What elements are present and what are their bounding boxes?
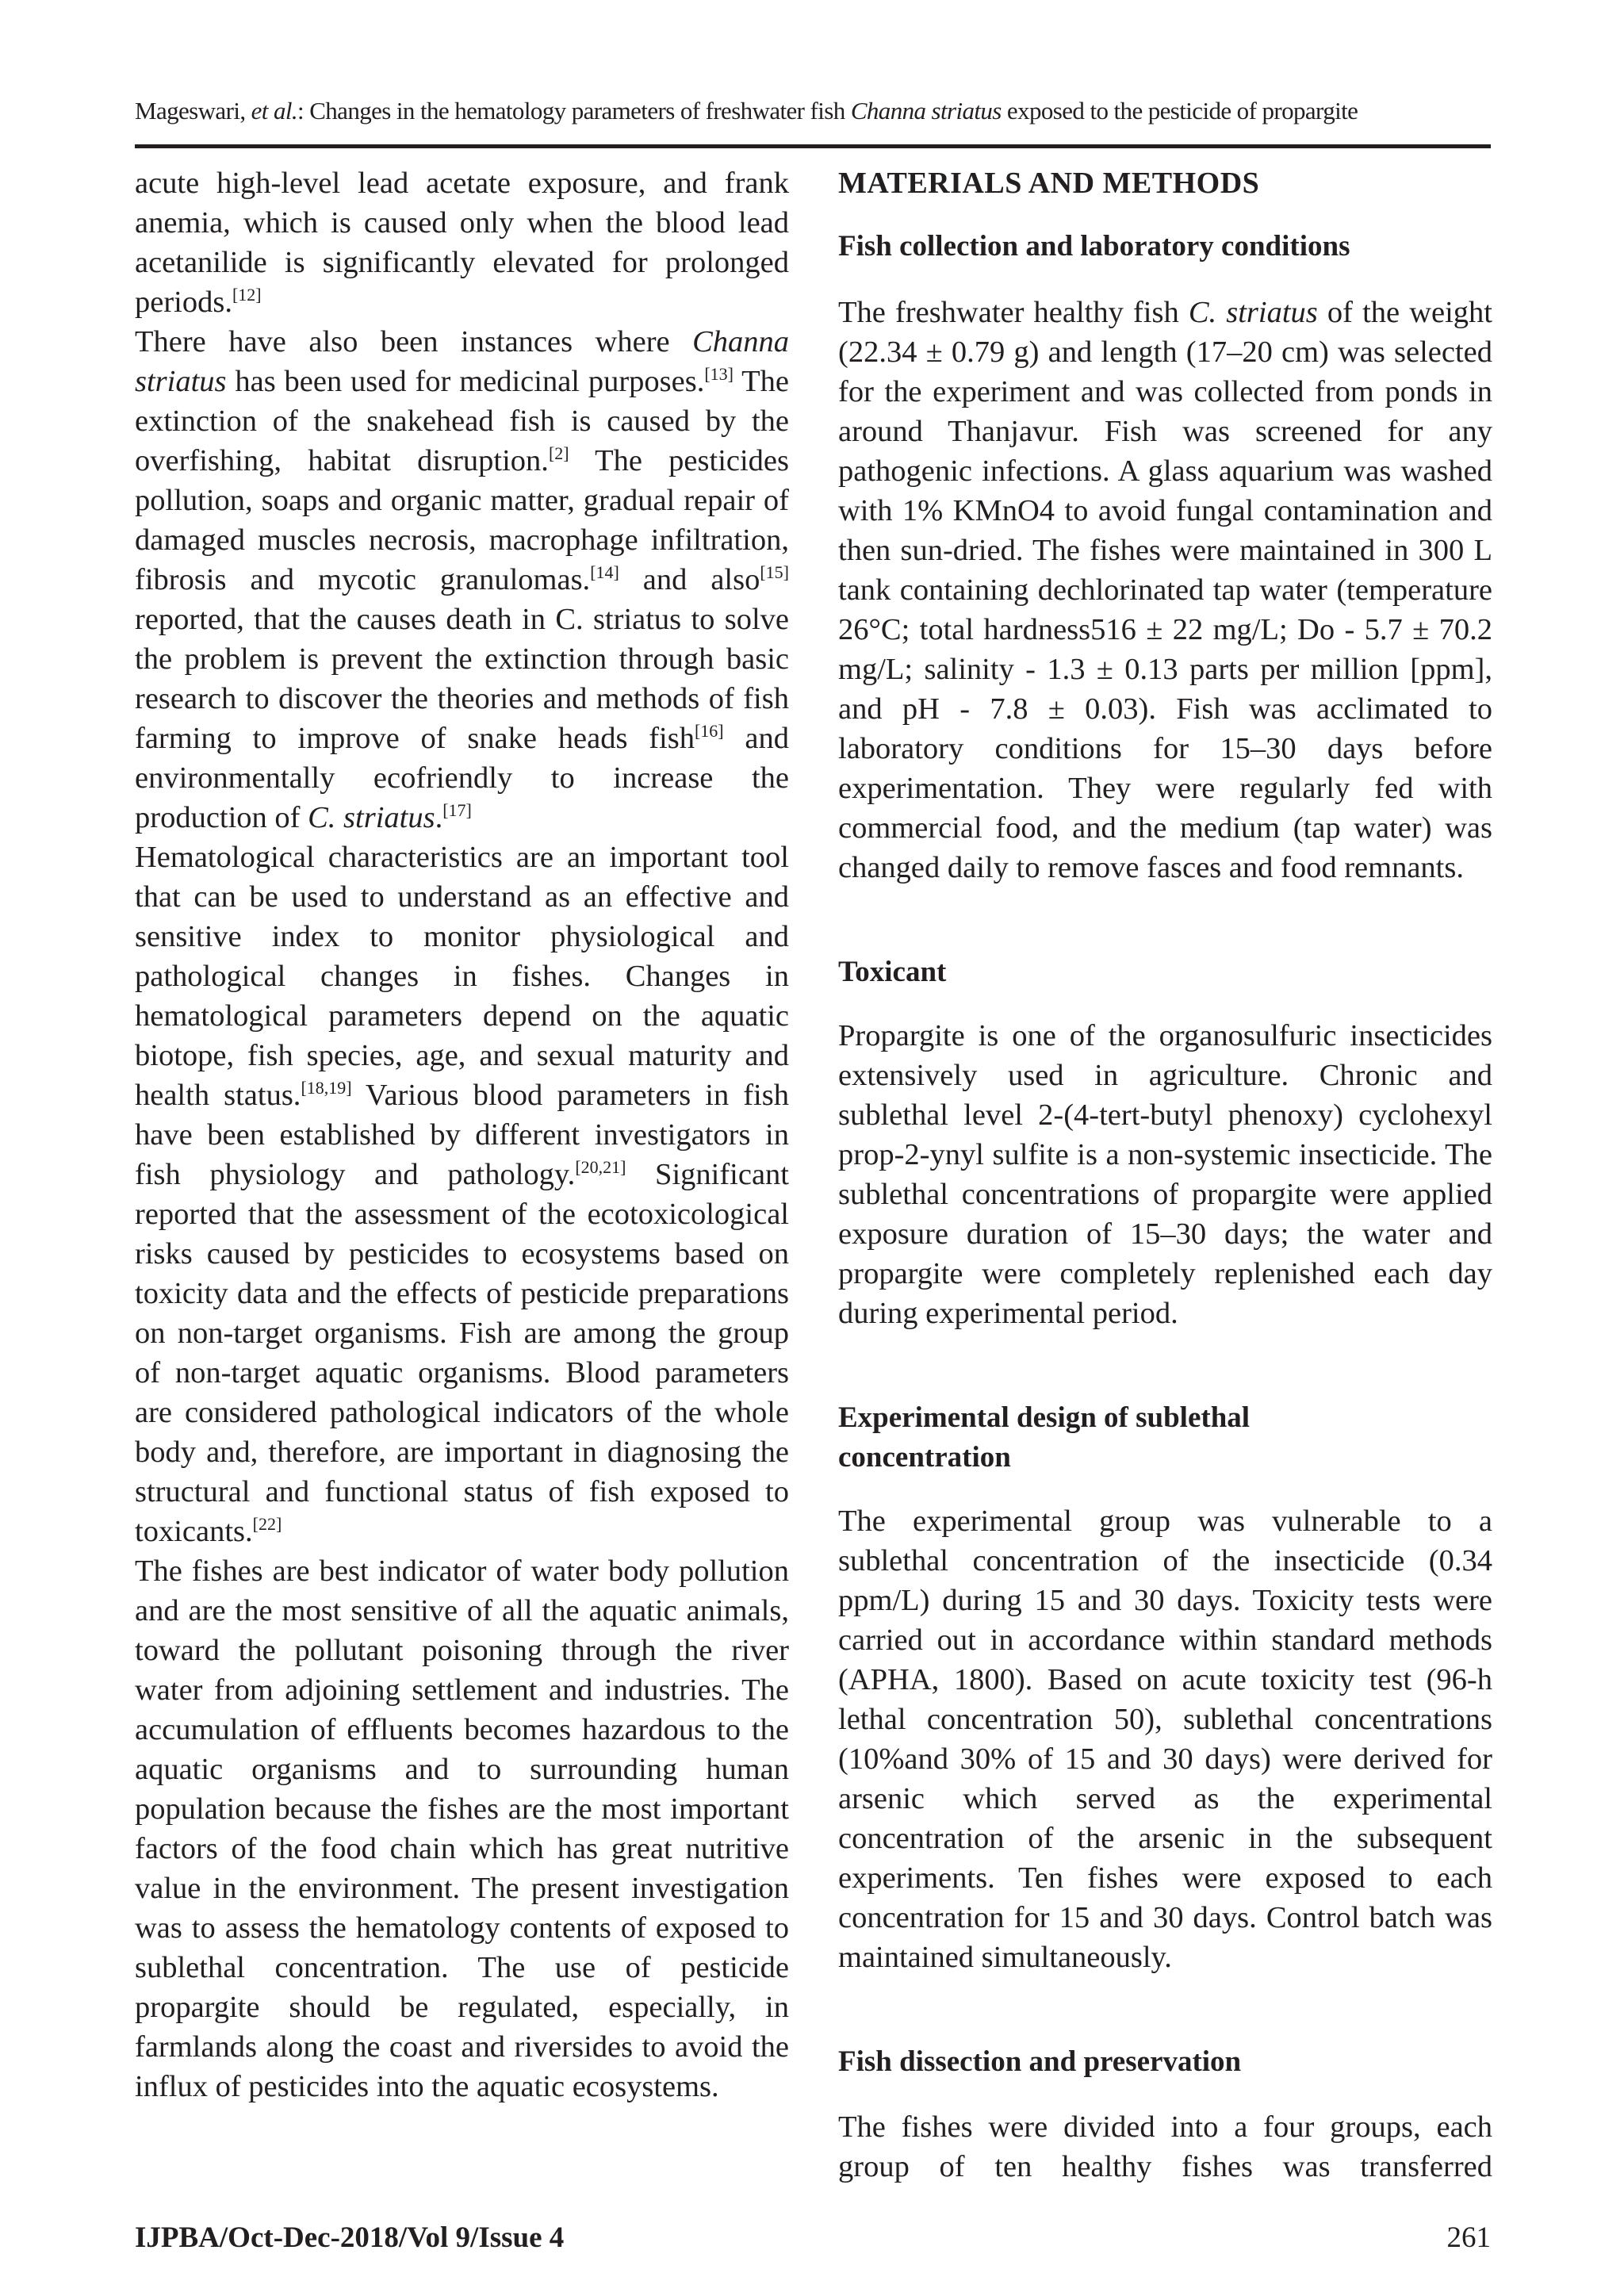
text-run: of the weight (22.34 ± 0.79 g) and length (17–20 cm) was selected for the experiment and was collected from ponds in around Thanjavur. Fish was screened for any pathogenic infections. A glass aquarium was washed with 1% KMnO4 to avoid fungal contamination and then sun-dried. The fishes were maintained in 300 L tank containing dechlorinated tap water (temperature 26°C; total hardness516 ± 22 mg/L; Do - 5.7 ± 70.2 mg/L; salinity - 1.3 ± 0.13 parts per million [ppm], and pH - 7.8 ± 0.03). Fish was acclimated to laboratory conditions for 15–30 days before experimentation. They were regularly fed with commercial food, and the medium (tap water) was changed daily to remove fasces and food remnants. [838,296,1492,884]
text-run: The fishes are best indicator of water body pollution and are the most sensitive of all the aquatic animals, toward the pollutant poisoning through the river water from adjoining settlement and industries. The accumulation of effluents becomes hazardous to the aquatic organisms and to surrounding human population because the fishes are the most important factors of the food chain which has great nutritive value in the environment. The present investigation was to assess the hematology contents of exposed to sublethal concentration. The use of pesticide propargite should be regulated, especially, in farmlands along the coast and riversides to avoid the influx of pesticides into the aquatic ecosystems. [135,1554,789,2103]
text-run: Significant reported that the assessment of the ecotoxicological risks caused by pesticides to ecosystems based on toxicity data and the effects of pesticide preparations on non-target organisms. Fish are among the group of non-target aquatic organisms. Blood parameters are considered pathological indicators of the whole body and, therefore, are important in diagnosing the structural and functional status of fish exposed to toxicants. [135,1158,789,1548]
subheading-toxicant: Toxicant [838,956,947,988]
text-run: Mageswari, [135,97,251,125]
italic-text: Channa striatus [850,97,1002,125]
paragraph-fish-dissection [838,2107,1492,2187]
text-run: has been used for medicinal purposes. [226,365,705,398]
citation-ref: [18,19] [301,1078,352,1098]
text-run: Various blood parameters in fish have been established by different investigators in fish physiology and pathology. [135,1079,789,1191]
text-run: The extinction of the snakehead fish is caused by the overfishing, habitat disruption. [135,365,789,477]
paragraph [135,1551,789,2106]
text-run: The fishes were divided into a four groups, each group of ten healthy fishes was transferred [838,2110,1492,2183]
paragraph [135,322,789,838]
text-run: reported, that the causes death in C. striatus to solve the problem is prevent the extinction through basic research to discover the theories and methods of fish farming to improve of snake heads fish [135,603,789,755]
header-rule [135,144,1491,148]
paragraph [135,163,789,322]
citation-ref: [14] [590,562,619,583]
footer-journal: IJPBA/Oct-Dec-2018/Vol 9/Issue 4 [135,2221,565,2254]
text-run: Propargite is one of the organosulfuric insecticides extensively used in agriculture. Chronic and sublethal level 2-(4-tert-butyl phenoxy) cyclohexyl prop-2-ynyl sulfite is a non-systemic insecticide. The sublethal concentrations of propargite were applied exposure duration of 15–30 days; the water and propargite were completely replenished each day during experimental period. [838,1019,1492,1330]
citation-ref: [17] [442,800,472,821]
citation-ref: [15] [760,562,789,583]
subheading-line: Experimental design of sublethal [838,1401,1251,1434]
text-run: The pesticides pollution, soaps and organic matter, gradual repair of damaged muscles necrosis, macrophage infiltration, fibrosis and mycotic granulomas. [135,444,789,596]
subheading-fish-dissection: Fish dissection and preservation [838,2045,1242,2078]
paragraph-experimental-design [838,1501,1492,1977]
section-title: MATERIALS AND METHODS [838,167,1260,200]
running-header [135,94,1491,128]
italic-text: C. striatus [1188,296,1318,329]
citation-ref: [2] [548,443,569,464]
text-run: The freshwater healthy fish [838,296,1189,329]
subheading-experimental-design [838,1398,1492,1478]
text-run: and environmentally ecofriendly to increase the production of [135,722,789,834]
citation-ref: [16] [694,721,724,742]
paragraph-toxicant [838,1016,1492,1333]
text-run: exposed to the pesticide of propargite [1001,97,1358,125]
italic-text: C. striatus [308,801,435,834]
italic-text: et al. [251,97,298,125]
citation-ref: [22] [252,1514,282,1535]
text-run: acute high-level lead acetate exposure, and frank anemia, which is caused only when the blood lead acetanilide is significantly elevated for prolonged periods. [135,167,789,319]
text-run: Hematological characteristics are an important tool that can be used to understand as an effective and sensitive index to monitor physiological and pathological changes in fishes. Changes in hematological parameters depend on the aquatic biotope, fish species, age, and sexual maturity and health status. [135,841,789,1112]
left-column [135,163,789,2106]
citation-ref: [20,21] [575,1157,626,1178]
paragraph-fish-collection [838,293,1492,887]
italic-text: Channa striatus [135,325,789,398]
text-run: and also [619,563,760,596]
citation-ref: [12] [232,285,262,305]
page-number: 261 [1446,2221,1491,2254]
subheading-fish-collection: Fish collection and laboratory conditions [838,230,1350,263]
citation-ref: [13] [704,364,733,385]
text-run: . [435,801,443,834]
text-run: There have also been instances where [135,325,693,358]
text-run: : Changes in the hematology parameters of freshwater fish [297,97,851,125]
paragraph [135,838,789,1551]
text-run: The experimental group was vulnerable to a sublethal concentration of the insecticide (0.34 ppm/L) during 15 and 30 days. Toxicity tests were carried out in accordance within standard methods (APHA, 1800). Based on acute toxicity test (96-h lethal concentration 50), sublethal concentrations (10%and 30% of 15 and 30 days) were derived for arsenic which served as the experimental concentration of the arsenic in the subsequent experiments. Ten fishes were exposed to each concentration for 15 and 30 days. Control batch was maintained simultaneously. [838,1504,1492,1974]
subheading-line: concentration [838,1441,1011,1474]
